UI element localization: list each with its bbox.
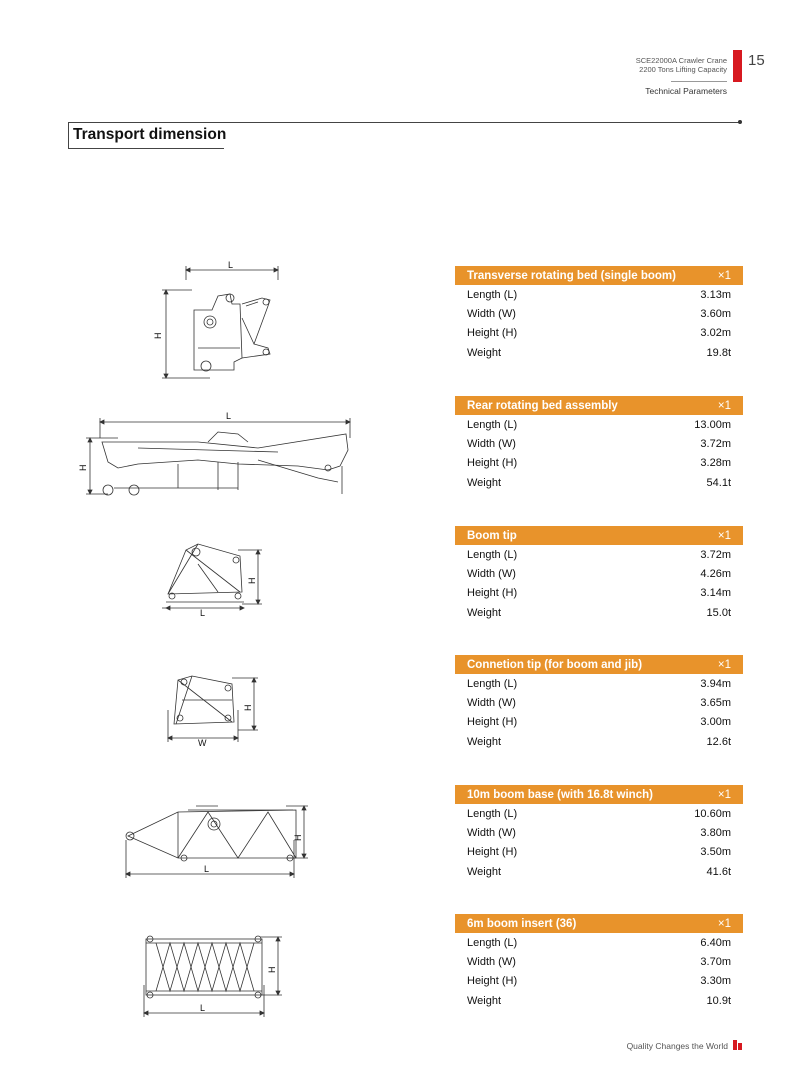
dim-label-h: H [243, 704, 253, 711]
spec-row [455, 713, 743, 732]
spec-row [455, 693, 743, 712]
spec-row [455, 603, 743, 622]
spec-header [455, 526, 743, 545]
spec-label: Weight [467, 865, 502, 878]
spec-value: 3.02m [700, 327, 731, 340]
spec-value: 3.00m [700, 716, 731, 729]
spec-value: 3.50m [700, 846, 731, 859]
spec-row [455, 473, 743, 492]
spec-row [455, 674, 743, 693]
spec-row [455, 862, 743, 881]
spec-row [455, 804, 743, 823]
spec-label: Width (W) [467, 955, 516, 968]
dim-label-h: H [153, 332, 163, 339]
spec-value: 12.6t [706, 735, 731, 748]
spec-value: 3.60m [700, 307, 731, 320]
spec-table-rear-rotating-bed [455, 396, 743, 492]
spec-row [455, 732, 743, 751]
header-capacity: 2200 Tons Lifting Capacity [639, 65, 727, 74]
spec-row [455, 545, 743, 564]
spec-label: Weight [467, 606, 502, 619]
spec-label: Height (H) [467, 846, 518, 859]
spec-value: 15.0t [706, 606, 731, 619]
drawing-transverse-rotating-bed [150, 258, 290, 383]
spec-label: Width (W) [467, 696, 516, 709]
section-rule-dot [738, 120, 742, 124]
spec-label: Height (H) [467, 587, 518, 600]
spec-label: Length (L) [467, 677, 518, 690]
spec-value: 3.28m [700, 457, 731, 470]
spec-label: Width (W) [467, 437, 516, 450]
spec-row [455, 343, 743, 362]
spec-value: 3.70m [700, 955, 731, 968]
spec-value: 3.72m [700, 437, 731, 450]
spec-value: 3.14m [700, 587, 731, 600]
brand-logo-icon [733, 1040, 742, 1050]
drawing-rear-rotating-bed [78, 408, 353, 503]
spec-table-boom-base [455, 785, 743, 881]
spec-value: 13.00m [694, 418, 731, 431]
footer-slogan: Quality Changes the World [626, 1041, 728, 1051]
spec-label: Length (L) [467, 548, 518, 561]
spec-label: Weight [467, 476, 502, 489]
spec-qty: ×1 [717, 658, 731, 671]
spec-qty: ×1 [717, 269, 731, 282]
spec-row [455, 952, 743, 971]
spec-value: 3.94m [700, 677, 731, 690]
spec-label: Length (L) [467, 288, 518, 301]
spec-qty: ×1 [717, 399, 731, 412]
spec-value: 3.72m [700, 548, 731, 561]
spec-header [455, 266, 743, 285]
spec-value: 4.26m [700, 567, 731, 580]
spec-label: Weight [467, 346, 502, 359]
drawing-connection-tip [162, 670, 267, 748]
spec-label: Height (H) [467, 716, 518, 729]
spec-label: Width (W) [467, 826, 516, 839]
header-model: SCE22000A Crawler Crane [635, 56, 727, 65]
spec-row [455, 843, 743, 862]
spec-label: Width (W) [467, 567, 516, 580]
spec-row [455, 584, 743, 603]
spec-label: Height (H) [467, 457, 518, 470]
spec-header [455, 785, 743, 804]
dim-label-l: L [228, 260, 234, 270]
spec-table-boom-tip [455, 526, 743, 622]
spec-label: Weight [467, 735, 502, 748]
spec-row [455, 415, 743, 434]
spec-row [455, 454, 743, 473]
dim-label-w: W [198, 738, 207, 748]
spec-row [455, 933, 743, 952]
spec-row [455, 972, 743, 991]
spec-qty: ×1 [717, 788, 731, 801]
spec-header [455, 655, 743, 674]
drawing-boom-tip [158, 538, 268, 618]
spec-qty: ×1 [717, 917, 731, 930]
spec-label: Length (L) [467, 807, 518, 820]
spec-title: Transverse rotating bed (single boom) [467, 269, 676, 282]
spec-value: 3.13m [700, 288, 731, 301]
header-accent-bar [733, 50, 742, 82]
spec-row [455, 823, 743, 842]
spec-label: Weight [467, 994, 502, 1007]
spec-title: Rear rotating bed assembly [467, 399, 618, 412]
page-number: 15 [748, 52, 765, 69]
spec-table-connection-tip [455, 655, 743, 751]
spec-value: 41.6t [706, 865, 731, 878]
spec-value: 54.1t [706, 476, 731, 489]
dim-label-h: H [247, 577, 257, 584]
spec-value: 3.30m [700, 975, 731, 988]
spec-value: 10.60m [694, 807, 731, 820]
section-title: Transport dimension [73, 126, 227, 143]
spec-qty: ×1 [717, 529, 731, 542]
dim-label-h: H [78, 464, 88, 471]
spec-label: Width (W) [467, 307, 516, 320]
spec-row [455, 991, 743, 1010]
spec-row [455, 324, 743, 343]
spec-table-boom-insert [455, 914, 743, 1010]
spec-row [455, 285, 743, 304]
spec-header [455, 396, 743, 415]
spec-table-transverse-rotating-bed [455, 266, 743, 362]
drawing-boom-base [118, 800, 313, 882]
spec-header [455, 914, 743, 933]
dim-label-l: L [204, 864, 210, 874]
spec-value: 3.65m [700, 696, 731, 709]
spec-value: 10.9t [706, 994, 731, 1007]
drawing-boom-insert [138, 925, 288, 1017]
spec-title: 6m boom insert (36) [467, 917, 577, 930]
spec-title: Boom tip [467, 529, 517, 542]
spec-title: Connetion tip (for boom and jib) [467, 658, 643, 671]
spec-row [455, 304, 743, 323]
spec-label: Length (L) [467, 418, 518, 431]
dim-label-l: L [200, 1003, 206, 1013]
spec-value: 6.40m [700, 936, 731, 949]
header-divider [671, 81, 727, 82]
spec-value: 3.80m [700, 826, 731, 839]
spec-title: 10m boom base (with 16.8t winch) [467, 788, 653, 801]
spec-value: 19.8t [706, 346, 731, 359]
dim-label-h: H [293, 834, 303, 841]
spec-label: Length (L) [467, 936, 518, 949]
spec-row [455, 434, 743, 453]
header-subtitle: Technical Parameters [645, 86, 727, 96]
spec-label: Height (H) [467, 327, 518, 340]
dim-label-l: L [226, 411, 232, 421]
spec-label: Height (H) [467, 975, 518, 988]
dim-label-l: L [200, 608, 206, 618]
dim-label-h: H [267, 966, 277, 973]
spec-row [455, 564, 743, 583]
